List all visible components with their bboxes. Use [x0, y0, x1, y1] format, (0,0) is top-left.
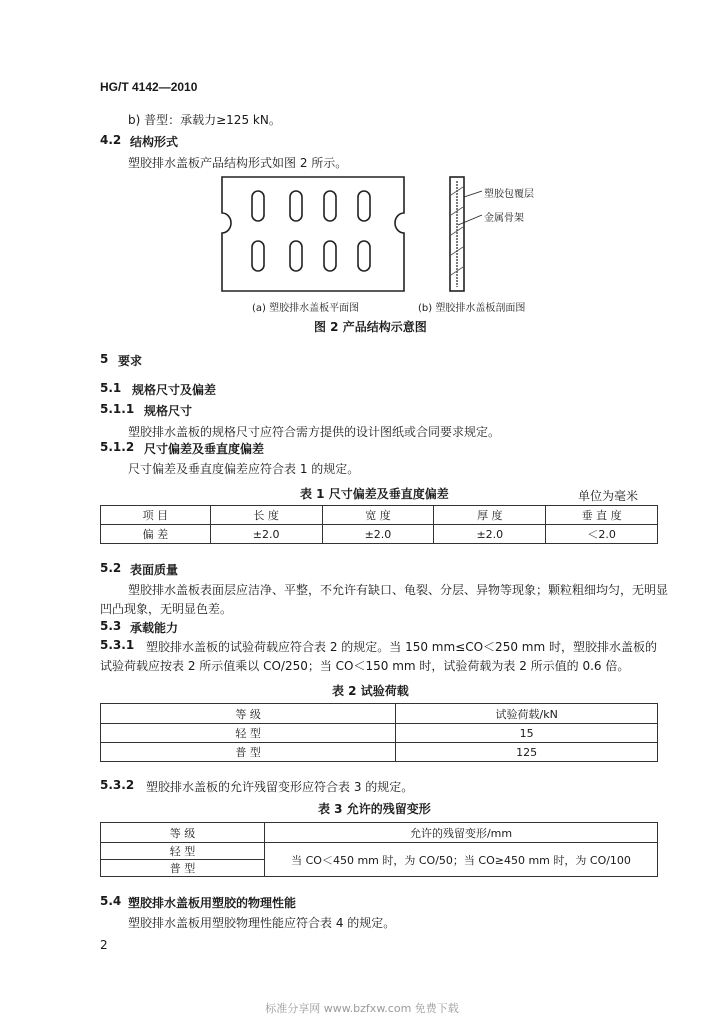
- document-code: HG/T 4142—2010: [100, 80, 198, 94]
- table-header-cell: 等 级: [101, 823, 265, 843]
- table-title: 表 2 试验荷载: [332, 684, 409, 698]
- paragraph-line: 塑胶排水盖板表面层应洁净、平整，不允许有缺口、龟裂、分层、异物等现象；颗粒粗细均匀，无明显: [128, 583, 669, 597]
- section-heading: 规格尺寸: [144, 404, 193, 418]
- table-cell: 125: [396, 743, 658, 762]
- table-cell: ±2.0: [210, 525, 322, 544]
- section-number: 5.1.1: [100, 402, 135, 416]
- section-number: 5.3: [100, 619, 122, 633]
- section-number: 5: [100, 352, 109, 366]
- paragraph-line: 塑胶排水盖板的试验荷载应符合表 2 的规定。当 150 mm≤CO＜250 mm 时，塑胶排水盖板的: [146, 640, 657, 654]
- table-header-cell: 项 目: [101, 506, 211, 525]
- list-item-b: b) 普型：承载力≥125 kN。: [128, 113, 281, 127]
- table-header-cell: 厚 度: [434, 506, 546, 525]
- section-heading: 承载能力: [130, 621, 179, 635]
- caption-section: (b) 塑胶排水盖板剖面图: [418, 303, 526, 314]
- paragraph: 塑胶排水盖板用塑胶物理性能应符合表 4 的规定。: [128, 916, 396, 930]
- paragraph: 塑胶排水盖板产品结构形式如图 2 所示。: [128, 156, 348, 170]
- section-heading: 表面质量: [130, 563, 179, 577]
- paragraph: 塑胶排水盖板的允许残留变形应符合表 3 的规定。: [146, 780, 414, 794]
- figure-title: 图 2 产品结构示意图: [314, 320, 427, 334]
- section-number: 5.3.2: [100, 778, 135, 792]
- label-skeleton: 金属骨架: [484, 213, 524, 224]
- section-number: 5.1: [100, 381, 122, 395]
- section-number: 5.3.1: [100, 638, 135, 652]
- table-row: [101, 843, 658, 860]
- paragraph-line: 凹凸现象，无明显色差。: [100, 602, 233, 616]
- section-number: 5.2: [100, 561, 122, 575]
- table-header-cell: 等 级: [101, 704, 396, 724]
- section-number: 4.2: [100, 133, 122, 147]
- table-cell: ±2.0: [434, 525, 546, 544]
- residual-deformation-table: [100, 822, 658, 877]
- table-unit: 单位为毫米: [578, 489, 639, 503]
- table-cell: 当 CO＜450 mm 时，为 CO/50；当 CO≥450 mm 时，为 CO/100: [265, 843, 658, 877]
- table-header-cell: 宽 度: [322, 506, 434, 525]
- table-cell: 轻 型: [101, 724, 396, 743]
- table-cell: 偏 差: [101, 525, 211, 544]
- label-coating: 塑胶包覆层: [484, 189, 534, 200]
- table-cell: 普 型: [101, 860, 265, 877]
- section-number: 5.4: [100, 894, 122, 908]
- section-heading: 结构形式: [130, 135, 179, 149]
- table-header-cell: 垂 直 度: [546, 506, 658, 525]
- table-title: 表 1 尺寸偏差及垂直度偏差: [300, 487, 449, 501]
- table-cell: ±2.0: [322, 525, 434, 544]
- table-cell: ＜2.0: [546, 525, 658, 544]
- section-heading: 尺寸偏差及垂直度偏差: [144, 442, 265, 456]
- table-title: 表 3 允许的残留变形: [318, 802, 431, 816]
- table-header-cell: 长 度: [210, 506, 322, 525]
- table-header-cell: 允许的残留变形/mm: [265, 823, 658, 843]
- section-heading: 塑胶排水盖板用塑胶的物理性能: [128, 896, 297, 910]
- table-cell: 轻 型: [101, 843, 265, 860]
- table-row: [101, 743, 658, 762]
- table-header-cell: 试验荷载/kN: [396, 704, 658, 724]
- table-cell: 普 型: [101, 743, 396, 762]
- table-row: [101, 724, 658, 743]
- tolerance-table: [100, 505, 658, 544]
- paragraph-line: 试验荷载应按表 2 所示值乘以 CO/250；当 CO＜150 mm 时，试验荷载为表 2 所示值的 0.6 倍。: [100, 659, 630, 673]
- page-number: 2: [100, 938, 108, 952]
- watermark-footer: 标准分享网 www.bzfxw.com 免费下载: [265, 1002, 459, 1015]
- section-number: 5.1.2: [100, 440, 135, 454]
- plan-view-drawing: [218, 175, 408, 295]
- table-cell: 15: [396, 724, 658, 743]
- section-heading: 规格尺寸及偏差: [132, 383, 217, 397]
- test-load-table: [100, 703, 658, 762]
- paragraph: 尺寸偏差及垂直度偏差应符合表 1 的规定。: [128, 462, 360, 476]
- caption-plan: (a) 塑胶排水盖板平面图: [252, 303, 360, 314]
- section-heading: 要求: [118, 354, 143, 368]
- table-row: [101, 525, 658, 544]
- paragraph: 塑胶排水盖板的规格尺寸应符合需方提供的设计图纸或合同要求规定。: [128, 425, 501, 439]
